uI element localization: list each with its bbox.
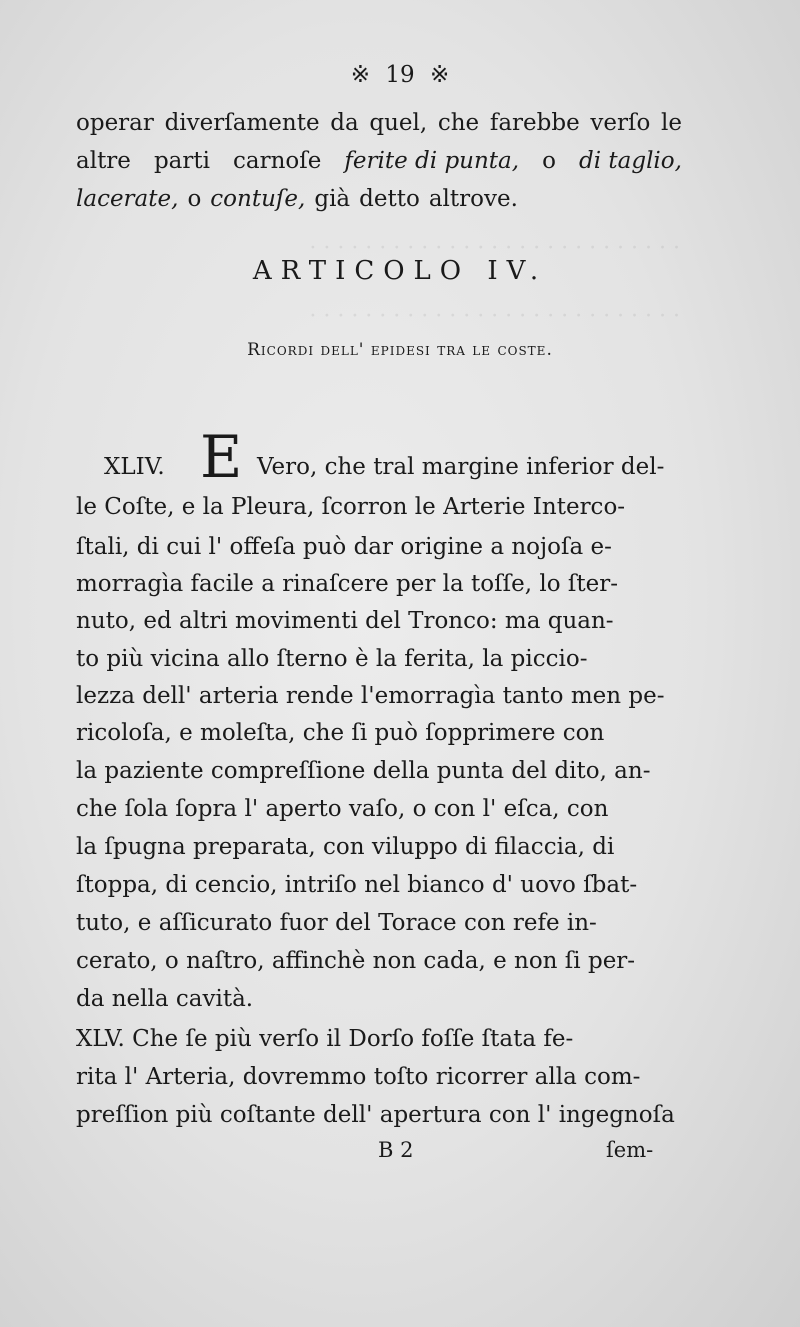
- line-text: ſtoppa, di cencio, intriſo nel bianco d' uovo ſbat-: [76, 872, 638, 898]
- word: parti: [153, 148, 210, 174]
- line-text: cerato, o naſtro, affinchè non cada, e non ſi per-: [76, 948, 636, 974]
- catchword: ſem-: [606, 1138, 654, 1162]
- word: già: [314, 186, 351, 212]
- signature-mark: B 2: [378, 1138, 414, 1162]
- text-line: [76, 1062, 682, 1092]
- text-line: [257, 452, 682, 482]
- line-text: Vero, che tral margine inferior del-: [257, 454, 665, 480]
- line-text: da nella cavità.: [76, 986, 254, 1012]
- text-line: [76, 870, 682, 900]
- word: carnoſe: [233, 148, 322, 174]
- text-line: [76, 146, 682, 176]
- line-text: che ſola ſopra l' aperto vaſo, o con l' eſca, con: [76, 796, 609, 822]
- line-text: XLV. Che ſe più verſo il Dorſo foſſe ſtata fe-: [76, 1026, 574, 1052]
- line-text: rita l' Arteria, dovremmo toſto ricorrer alla com-: [76, 1064, 641, 1090]
- text-line: [76, 606, 682, 636]
- line-text: la paziente compreſſione della punta del dito, an-: [76, 758, 651, 784]
- subtitle-text: Ricordi dell' epidesi tra le coste.: [247, 340, 553, 360]
- text-line: [76, 108, 682, 138]
- word: contuſe,: [210, 186, 306, 212]
- article-subtitle: [0, 340, 800, 360]
- word: altrove.: [428, 186, 518, 212]
- text-line: [76, 184, 682, 214]
- line-text: to più vicina allo ſterno è la ferita, la piccio-: [76, 646, 588, 672]
- text-line: [76, 718, 682, 748]
- word: da: [330, 110, 359, 136]
- word: quel,: [369, 110, 428, 136]
- line-text: ſtali, di cui l' offeſa può dar origine a nojoſa e-: [76, 534, 612, 560]
- text-line: [76, 492, 682, 522]
- text-line: [76, 794, 682, 824]
- text-line: [76, 1024, 682, 1054]
- ornament-icon: ※: [350, 62, 371, 88]
- word: diverſamente: [164, 110, 320, 136]
- line-text: la ſpugna preparata, con viluppo di filaccia, di: [76, 834, 615, 860]
- text-line: [76, 946, 682, 976]
- page-number: 19: [385, 62, 415, 88]
- word: ferite di punta,: [344, 148, 520, 174]
- bleed-through-text: · · · · · · · · · · · · · · · · · · · · · · · · · · ·: [309, 236, 680, 261]
- line-text: morragìa facile a rinaſcere per la toſſe, lo ſter-: [76, 571, 619, 597]
- line-text: tuto, e aſſicurato fuor del Torace con refe in-: [76, 910, 597, 936]
- drop-cap: E: [200, 423, 243, 491]
- word: o: [542, 148, 556, 174]
- word: lacerate,: [76, 186, 179, 212]
- word: che: [437, 110, 480, 136]
- line-text: ricoloſa, e moleſta, che ſi può ſopprimere con: [76, 720, 605, 746]
- word: detto: [359, 186, 420, 212]
- text-line: [76, 644, 682, 674]
- ornament-icon: ※: [429, 62, 450, 88]
- text-line: [76, 832, 682, 862]
- word: le: [661, 110, 682, 136]
- word: altre: [76, 148, 131, 174]
- line-text: lezza dell' arteria rende l'emorragìa tanto men pe-: [76, 683, 665, 709]
- line-text: le Coſte, e la Pleura, ſcorron le Arterie Interco-: [76, 494, 626, 520]
- text-line: [76, 908, 682, 938]
- word: verſo: [590, 110, 651, 136]
- text-line: [76, 681, 682, 711]
- text-line: [76, 756, 682, 786]
- word: o: [187, 186, 202, 212]
- word: farebbe: [489, 110, 580, 136]
- word: di taglio,: [579, 148, 682, 174]
- text-line: [76, 984, 682, 1014]
- line-text: nuto, ed altri movimenti del Tronco: ma quan-: [76, 608, 614, 634]
- article-title: ARTICOLO IV.: [252, 256, 548, 286]
- word: operar: [76, 110, 154, 136]
- text-line: [76, 569, 682, 599]
- line-text: preſſion più coſtante dell' apertura con l' ingegnoſa: [76, 1102, 675, 1128]
- bleed-through-text: · · · · · · · · · · · · · · · · · · · · · · · · · · ·: [309, 304, 680, 329]
- section-number: XLIV.: [104, 454, 165, 480]
- text-line: [76, 1100, 682, 1130]
- text-line: [76, 532, 682, 562]
- page-header: [0, 62, 800, 88]
